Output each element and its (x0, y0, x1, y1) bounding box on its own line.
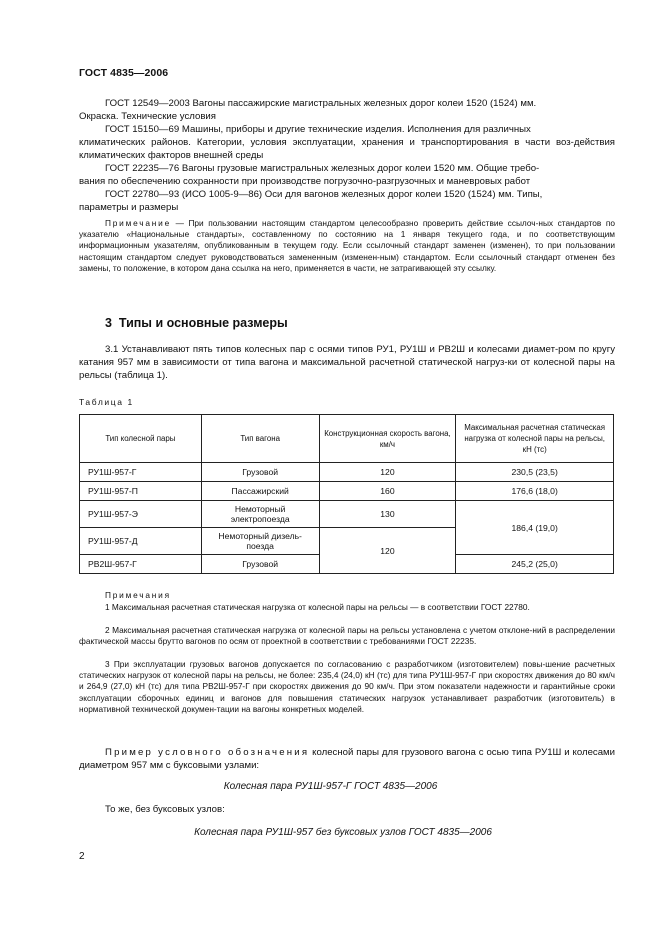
reference-item: ГОСТ 15150—69 Машины, приборы и другие технические изделия. Исполнения для различных климатических районов. Категории, условия эксплуатации, хранения и транспортирования в части воз-действия климатических факторов внешней среды (79, 124, 615, 161)
table-cell: 120 (319, 528, 456, 574)
notes-title: Примечания (105, 590, 171, 600)
paragraph-3-1: 3.1 Устанавливают пять типов колесных пар с осями типов РУ1, РУ1Ш и РВ2Ш и колесами диамет-ром по кругу катания 957 мм в зависимости от типа вагона и максимальной расчетной статической нагруз-ки от колесной пары на рельсы (таблица 1). (79, 344, 615, 381)
table-cell: РВ2Ш-957-Г (80, 555, 202, 574)
table-cell: 176,6 (18,0) (456, 482, 614, 501)
column-header: Максимальная расчетная статическая нагрузка от колесной пары на рельсы, кН (тс) (456, 415, 614, 463)
note-text: — При пользовании настоящим стандартом целесообразно проверить действие ссылоч-ных стандартов по указателю «Национальные стандарты», составленному по состоянию на 1 января текущего года, и по соответствующим информационным указателям, опубликованным в текущем году. Если ссылочный стандарт заменен (изменен), то при пользовании настоящим стандартом следует руководствоваться замененным (изменен-ным) стандартом. Если ссылочный стандарт отменен без замены, то положение, в котором дана ссылка на него, применяется в части, не затрагивающей эту ссылку. (79, 218, 615, 273)
table-cell: 120 (319, 463, 456, 482)
page-number: 2 (79, 851, 85, 862)
reference-item: ГОСТ 12549—2003 Вагоны пассажирские магистральных железных дорог колеи 1520 (1524) мм. Окраска. Технические условия (79, 98, 537, 122)
table-cell: 186,4 (19,0) (456, 501, 614, 555)
reference-item: ГОСТ 22780—93 (ИСО 1005-9—86) Оси для вагонов железных дорог колеи 1520 (1524) мм. Типы, параметры и размеры (79, 189, 543, 213)
note-item: 3 При эксплуатации грузовых вагонов допускается по согласованию с разработчиком (изготовителем) повы-шение расчетных статических нагрузок от колесной пары на рельсы, не более: 235,4 (24,0) кН (тс) для типа РУ1Ш-957-Г при скоростях движения до 80 км/ч и 264,9 (27,0) кН (тс) для типа РВ2Ш-957-Г при скоростях движения до 90 км/ч. При этом показатели надежности и гарантийные сроки эксплуатации сборочных единиц и вагонов для повышения статических нагрузок устанавливает разработчик (изготовитель) в нормативной технической докумен-тации на вагоны конкретных моделей. (79, 659, 615, 714)
section-heading: 3 Типы и основные размеры (105, 316, 288, 330)
table-cell: РУ1Ш-957-Д (80, 528, 202, 555)
document-header: ГОСТ 4835—2006 (79, 67, 169, 79)
example-text: колесной пары для грузового вагона с осью типа РУ1Ш и колесами диаметром 957 мм с буксовыми узлами: (79, 747, 615, 771)
table-cell: РУ1Ш-957-Э (80, 501, 202, 528)
table-cell: 245,2 (25,0) (456, 555, 614, 574)
wheelset-types-table (79, 414, 614, 574)
table-cell: РУ1Ш-957-Г (80, 463, 202, 482)
table-cell: Грузовой (201, 555, 319, 574)
example-label: Пример условного обозначения (105, 747, 310, 758)
designation-with-boxes: Колесная пара РУ1Ш-957-Г ГОСТ 4835—2006 (223, 781, 438, 792)
note-item: 2 Максимальная расчетная статическая нагрузка от колесной пары на рельсы установлена с учетом отклоне-ний в распределении фактической массы брутто вагонов по осям от проектной в соответствии с требованиями ГОСТ 22235. (79, 625, 615, 647)
designation-without-boxes: Колесная пара РУ1Ш-957 без буксовых узлов ГОСТ 4835—2006 (194, 827, 492, 838)
same-without-boxes: То же, без буксовых узлов: (105, 804, 225, 815)
table-cell: 130 (319, 501, 456, 528)
table-row (80, 463, 614, 482)
table-cell: РУ1Ш-957-П (80, 482, 202, 501)
column-header: Тип колесной пары (80, 415, 202, 463)
note-item: 1 Максимальная расчетная статическая нагрузка от колесной пары на рельсы — в соответствии ГОСТ 22780. (105, 602, 530, 612)
references-note (79, 218, 615, 274)
note-label: Примечание (105, 218, 172, 228)
table-header-row (80, 415, 614, 463)
table-cell: 230,5 (23,5) (456, 463, 614, 482)
column-header: Конструкционная скорость вагона, км/ч (319, 415, 456, 463)
table-cell: Немоторный электропоезда (201, 501, 319, 528)
reference-item: ГОСТ 22235—76 Вагоны грузовые магистральных железных дорог колеи 1520 мм. Общие требо- вания по обеспечению сохранности при производстве погрузочно-разгрузочных и маневровых работ (79, 163, 540, 187)
column-header: Тип вагона (201, 415, 319, 463)
table-row (80, 501, 614, 528)
table-cell: Грузовой (201, 463, 319, 482)
table-row (80, 482, 614, 501)
table-cell: Немоторный дизель-поезда (201, 528, 319, 555)
designation-example (79, 746, 615, 772)
table-caption: Таблица 1 (79, 397, 134, 407)
table-cell: Пассажирский (201, 482, 319, 501)
table-cell: 160 (319, 482, 456, 501)
